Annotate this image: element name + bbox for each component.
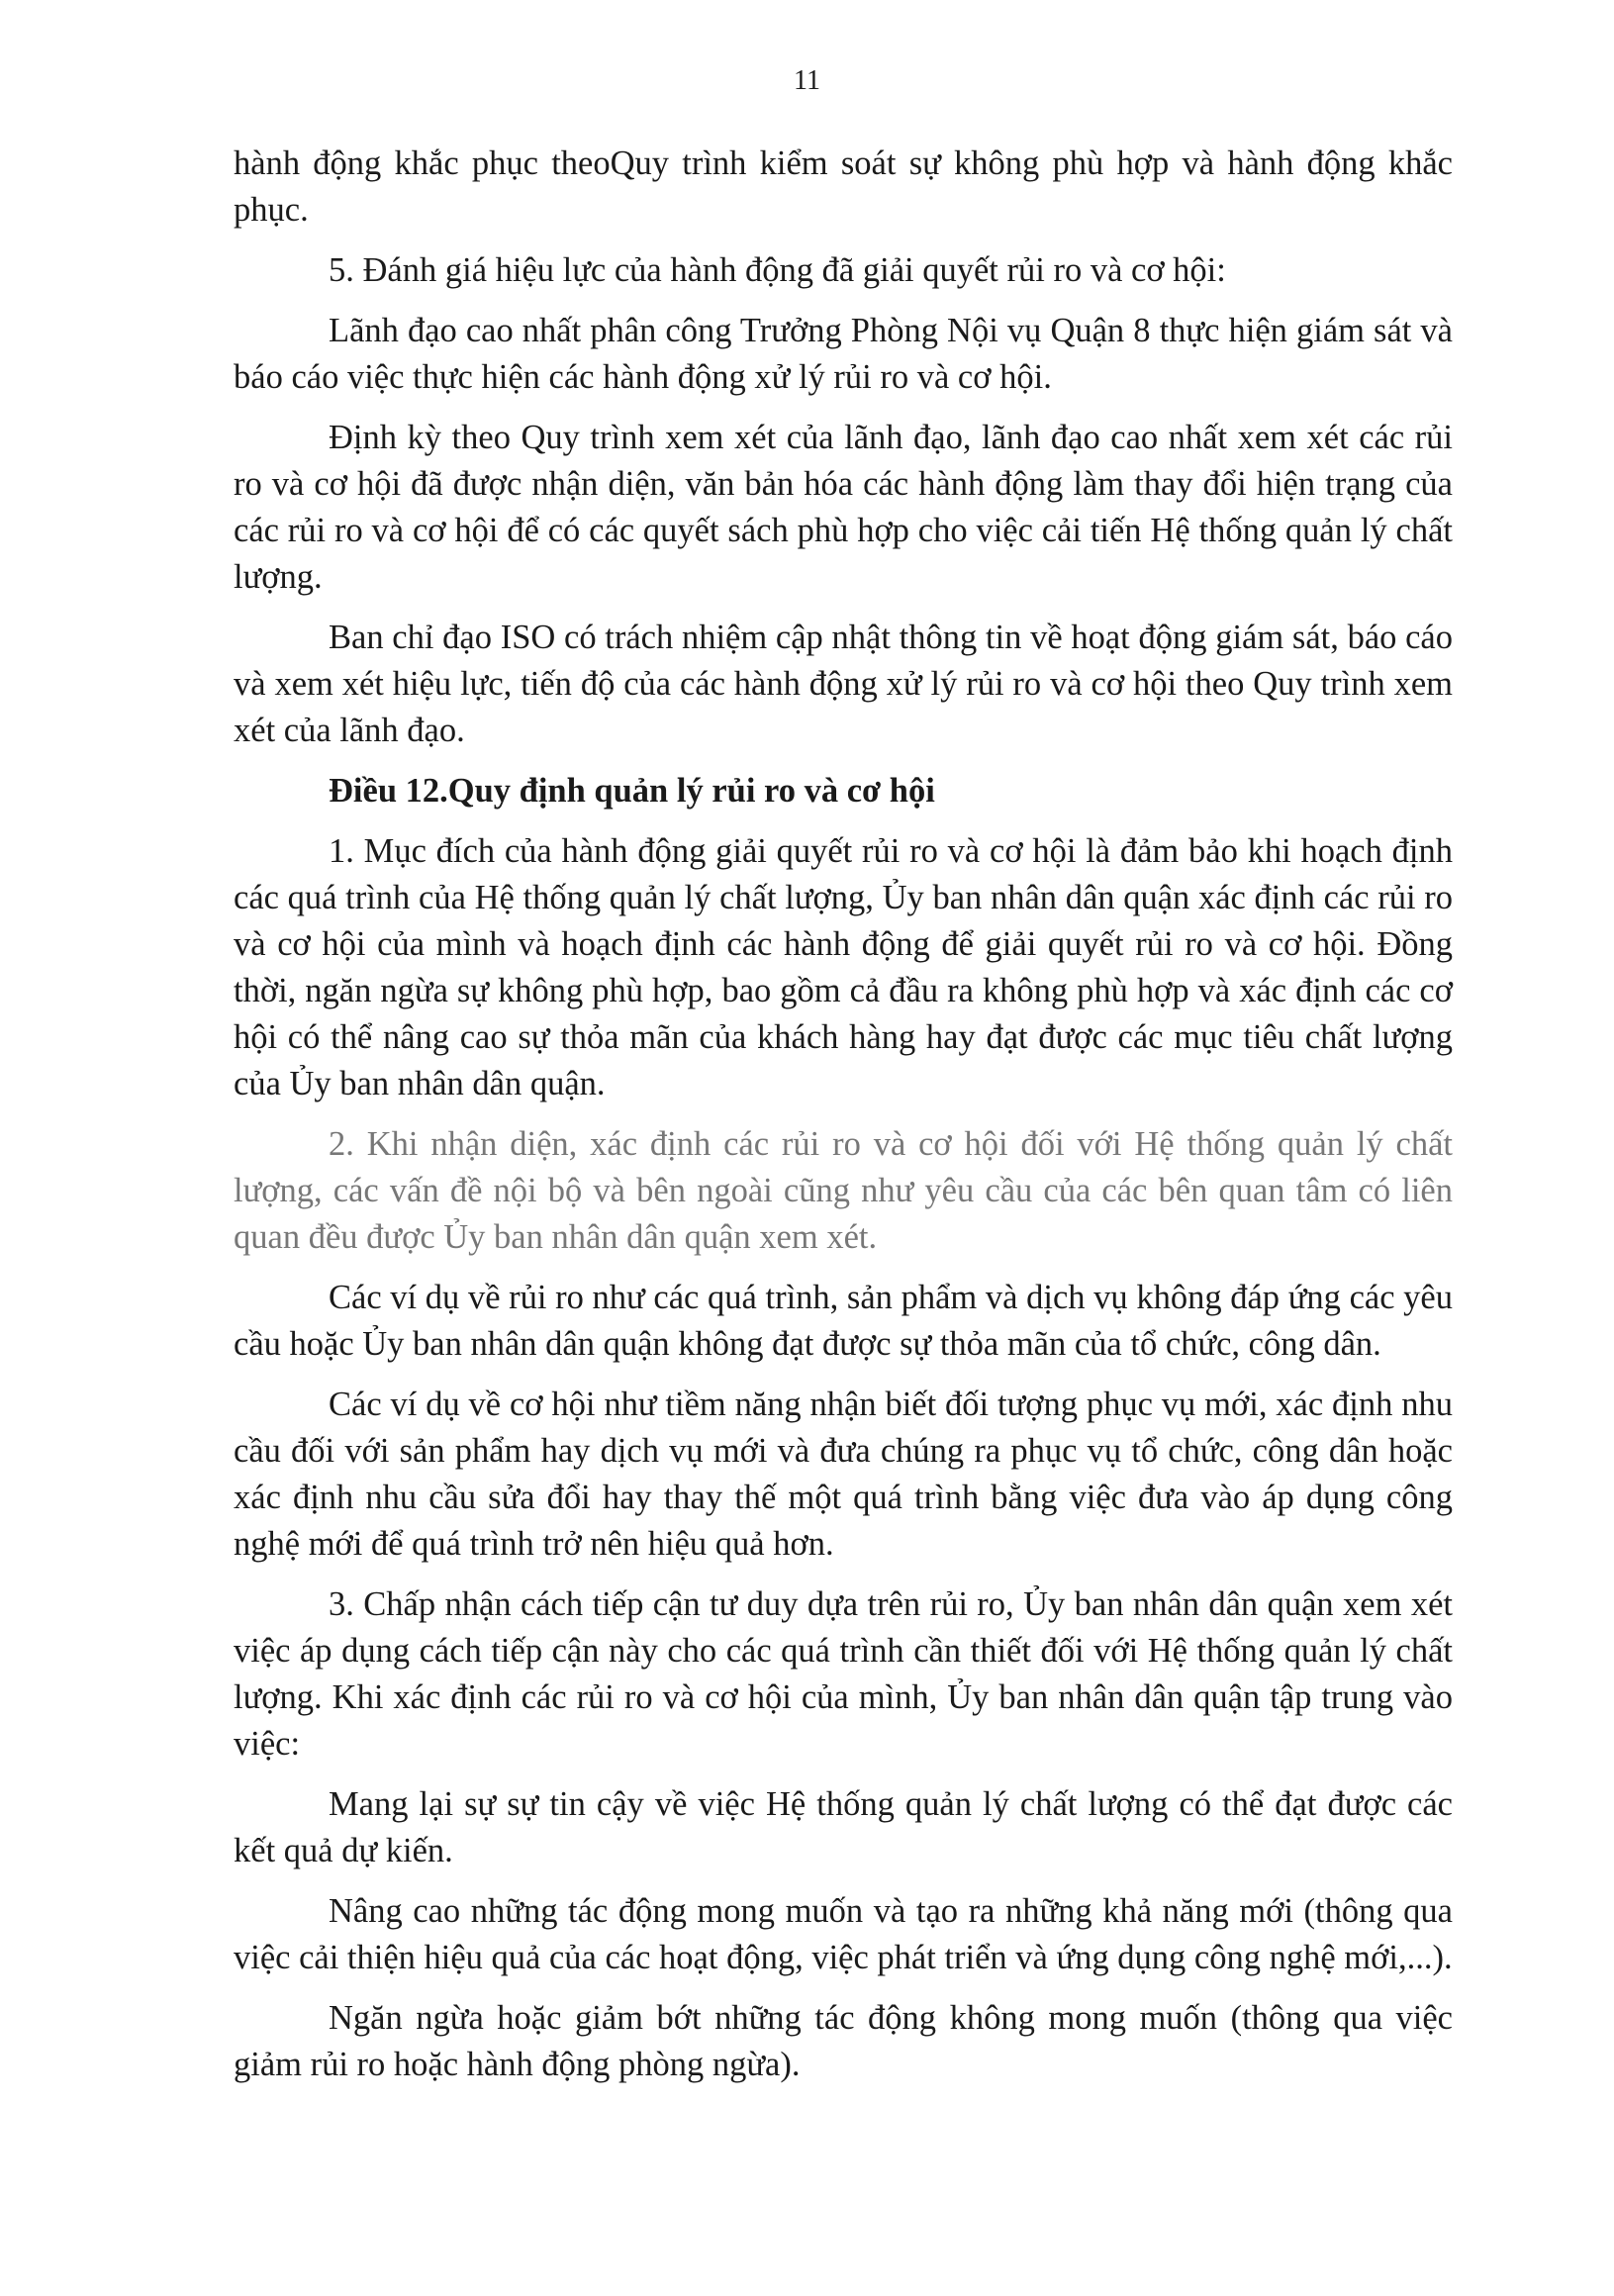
article-12-heading: Điều 12.Quy định quản lý rủi ro và cơ hội [329, 772, 935, 810]
paragraph-risk-examples: Các ví dụ về rủi ro như các quá trình, sản phẩm và dịch vụ không đáp ứng các yêu cầu hoặc Ủy ban nhân dân quận không đạt được sự thỏa mãn của tổ chức, công dân. [234, 1279, 1453, 1363]
paragraph-leadership-assignment: Lãnh đạo cao nhất phân công Trưởng Phòng Nội vụ Quận 8 thực hiện giám sát và báo cáo việc thực hiện các hành động xử lý rủi ro và cơ hội. [234, 312, 1453, 396]
paragraph-item-2-identification: 2. Khi nhận diện, xác định các rủi ro và cơ hội đối với Hệ thống quản lý chất lượng, các vấn đề nội bộ và bên ngoài cũng như yêu cầu của các bên quan tâm có liên quan đều được Ủy ban nhân dân quận xem xét. [234, 1125, 1453, 1256]
paragraph-iso-committee: Ban chỉ đạo ISO có trách nhiệm cập nhật thông tin về hoạt động giám sát, báo cáo và xem xét hiệu lực, tiến độ của các hành động xử lý rủi ro và cơ hội theo Quy trình xem xét của lãnh đạo. [234, 619, 1453, 749]
paragraph-opportunity-examples: Các ví dụ về cơ hội như tiềm năng nhận biết đối tượng phục vụ mới, xác định nhu cầu đối với sản phẩm hay dịch vụ mới và đưa chúng ra phục vụ tổ chức, công dân hoặc xác định nhu cầu sửa đổi hay thay thế một quá trình bằng việc đưa vào áp dụng công nghệ mới để quá trình trở nên hiệu quả hơn. [234, 1386, 1453, 1563]
paragraph-item-3-risk-based-thinking: 3. Chấp nhận cách tiếp cận tư duy dựa trên rủi ro, Ủy ban nhân dân quận xem xét việc áp dụng cách tiếp cận này cho các quá trình cần thiết đối với Hệ thống quản lý chất lượng. Khi xác định các rủi ro và cơ hội của mình, Ủy ban nhân dân quận tập trung vào việc: [234, 1585, 1453, 1763]
paragraph-periodic-review: Định kỳ theo Quy trình xem xét của lãnh đạo, lãnh đạo cao nhất xem xét các rủi ro và cơ hội đã được nhận diện, văn bản hóa các hành động làm thay đổi hiện trạng của các rủi ro và cơ hội để có các quyết sách phù hợp cho việc cải tiến Hệ thống quản lý chất lượng. [234, 419, 1453, 596]
paragraph-corrective-action-continuation: hành động khắc phục theoQuy trình kiểm soát sự không phù hợp và hành động khắc phục. [234, 144, 1453, 229]
paragraph-focus-enhance: Nâng cao những tác động mong muốn và tạo ra những khả năng mới (thông qua việc cải thiện hiệu quả của các hoạt động, việc phát triển và ứng dụng công nghệ mới,...). [234, 1892, 1453, 1976]
paragraph-focus-prevent: Ngăn ngừa hoặc giảm bớt những tác động không mong muốn (thông qua việc giảm rủi ro hoặc hành động phòng ngừa). [234, 1999, 1453, 2083]
page-number: 11 [794, 65, 820, 96]
paragraph-item-1-purpose: 1. Mục đích của hành động giải quyết rủi ro và cơ hội là đảm bảo khi hoạch định các quá trình của Hệ thống quản lý chất lượng, Ủy ban nhân dân quận xác định các rủi ro và cơ hội của mình và hoạch định các hành động để giải quyết rủi ro và cơ hội. Đồng thời, ngăn ngừa sự không phù hợp, bao gồm cả đầu ra không phù hợp và xác định các cơ hội có thể nâng cao sự thỏa mãn của khách hàng hay đạt được các mục tiêu chất lượng của Ủy ban nhân dân quận. [234, 832, 1453, 1102]
paragraph-item-5-heading: 5. Đánh giá hiệu lực của hành động đã giải quyết rủi ro và cơ hội: [329, 251, 1226, 289]
document-body [234, 141, 1453, 2102]
paragraph-focus-confidence: Mang lại sự sự tin cậy về việc Hệ thống quản lý chất lượng có thể đạt được các kết quả dự kiến. [234, 1785, 1453, 1869]
